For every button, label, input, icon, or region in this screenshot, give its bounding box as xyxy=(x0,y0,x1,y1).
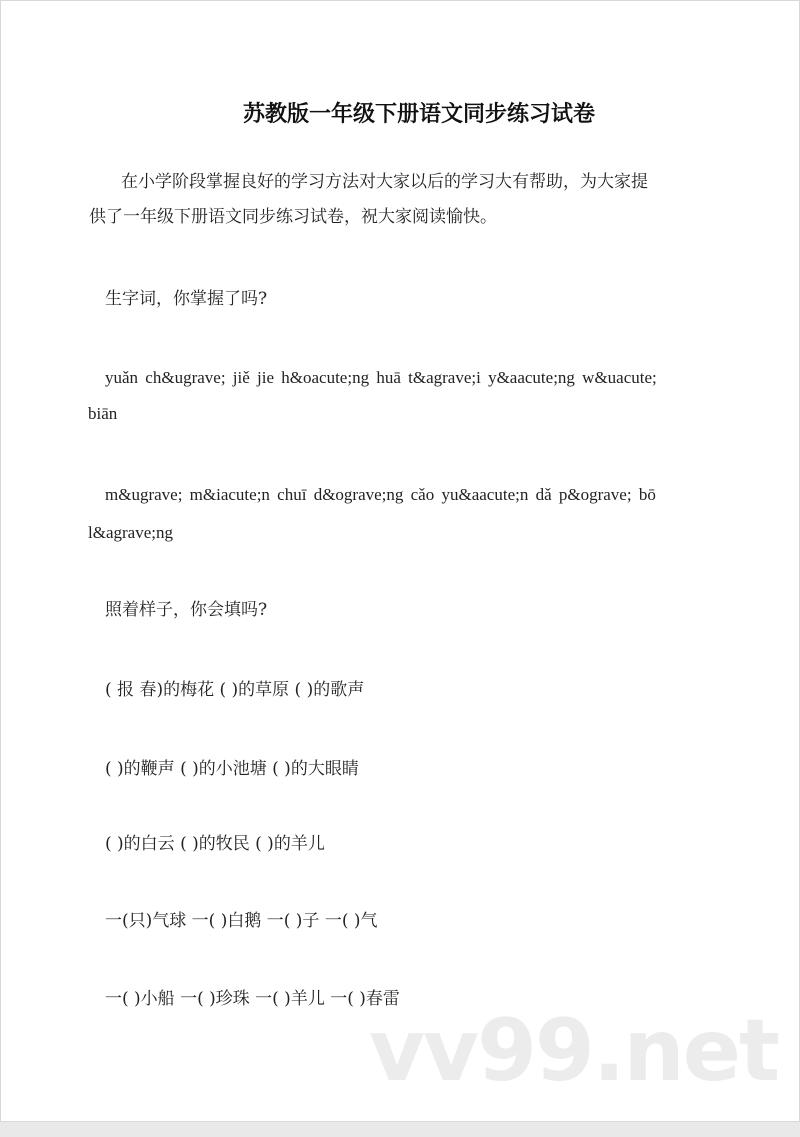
exercise-row: ( )的白云 ( )的牧民 ( )的羊儿 xyxy=(105,834,325,854)
intro-line-1: 在小学阶段掌握良好的学习方法对大家以后的学习大有帮助，为大家提 xyxy=(121,172,648,192)
exercise-row: ( )的鞭声 ( )的小池塘 ( )的大眼睛 xyxy=(105,759,359,779)
exercise-row: 一( )小船 一( )珍珠 一( )羊儿 一( )春雷 xyxy=(105,989,400,1009)
pinyin-line: biān xyxy=(88,404,118,423)
exercise-row: 一(只)气球 一( )白鹅 一( )子 一( )气 xyxy=(105,911,378,931)
watermark: vv99.net xyxy=(369,1001,779,1101)
pinyin-line: l&agrave;ng xyxy=(88,523,173,542)
section-heading-fill: 照着样子，你会填吗? xyxy=(105,600,268,620)
exercise-row: ( 报 春)的梅花 ( )的草原 ( )的歌声 xyxy=(105,680,365,700)
section-heading-vocab: 生字词，你掌握了吗? xyxy=(105,289,268,309)
pinyin-line: yuǎn ch&ugrave; jiě jie h&oacute;ng huā t&agrave;i y&aacute;ng w&uacute; xyxy=(105,368,657,387)
pinyin-line: m&ugrave; m&iacute;n chuī d&ograve;ng cǎo yu&aacute;n dǎ p&ograve; bō xyxy=(105,485,656,504)
document-title: 苏教版一年级下册语文同步练习试卷 xyxy=(242,102,595,127)
intro-line-2: 供了一年级下册语文同步练习试卷，祝大家阅读愉快。 xyxy=(89,207,497,227)
